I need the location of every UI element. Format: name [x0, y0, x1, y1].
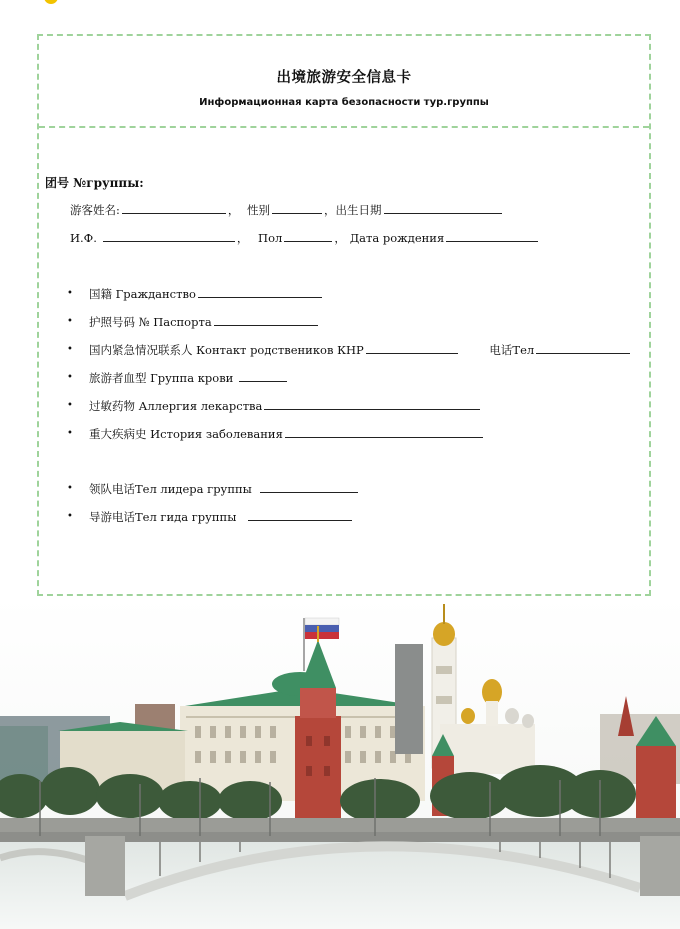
leader-phone-input[interactable] [260, 482, 358, 493]
field-passport [89, 314, 320, 330]
bullet: • [67, 372, 73, 383]
name-label-ru: И.Ф. [70, 231, 97, 245]
allergy-input[interactable] [264, 399, 480, 410]
card-subtitle: Информационная карта безопасности тур.группы [199, 97, 489, 108]
nationality-input[interactable] [198, 287, 322, 298]
tourist-row-cn [70, 202, 504, 218]
emergency-phone-input[interactable] [536, 343, 630, 354]
bullet: • [67, 288, 73, 299]
bullet: • [67, 400, 73, 411]
field-label: 国内紧急情况联系人 Контакт родствеников КНР [89, 343, 364, 357]
info-card [37, 34, 651, 596]
guide-phone-input[interactable] [248, 510, 352, 521]
field-nationality [89, 286, 324, 302]
separator: ， [334, 231, 346, 245]
bullet: • [67, 316, 73, 327]
separator: ， [227, 203, 240, 217]
blood-type-input[interactable] [239, 371, 287, 382]
bullet: • [67, 344, 73, 355]
field-label: 旅游者血型 Группа крови [89, 371, 234, 385]
birth-label-cn: 出生日期 [335, 203, 382, 217]
tourist-row-ru [70, 230, 540, 246]
field-blood-type [89, 370, 289, 386]
field-label: 重大疾病史 История заболевания [89, 427, 283, 441]
grey-tower [395, 644, 423, 754]
name-field-cn[interactable] [122, 203, 226, 214]
gender-label-cn: 性别 [247, 203, 271, 217]
bullet: • [67, 428, 73, 439]
emergency-contact-input[interactable] [366, 343, 458, 354]
name-label-cn: 游客姓名: [70, 203, 120, 217]
bullet: • [67, 511, 73, 522]
field-emergency-contact [89, 342, 632, 358]
group-number-label: 团号 №группы: [45, 176, 144, 190]
name-field-ru[interactable] [103, 231, 235, 242]
corner-decoration [44, 0, 58, 4]
birth-field-cn[interactable] [384, 203, 502, 214]
field-leader-phone [89, 481, 360, 497]
separator: ， [236, 231, 249, 245]
passport-input[interactable] [214, 315, 318, 326]
medical-history-input[interactable] [285, 427, 483, 438]
birth-field-ru[interactable] [446, 231, 538, 242]
phone-label: 电话Тел [489, 343, 535, 357]
header-divider [39, 126, 649, 128]
field-medical-history [89, 426, 485, 442]
separator: ， [324, 203, 336, 217]
field-label: 领队电话Тел лидера группы [89, 482, 252, 496]
bullet: • [67, 483, 73, 494]
field-label: 护照号码 № Паспорта [89, 315, 212, 329]
field-label: 过敏药物 Аллергия лекарства [89, 399, 263, 413]
gender-field-ru[interactable] [284, 231, 332, 242]
gender-field-cn[interactable] [272, 203, 322, 214]
gender-label-ru: Пол [258, 231, 283, 245]
field-label: 国籍 Гражданство [89, 287, 196, 301]
card-title: 出境旅游安全信息卡 [276, 70, 412, 86]
field-allergy [89, 398, 482, 414]
birth-label-ru: Дата рождения [349, 231, 445, 245]
kremlin-illustration [0, 596, 680, 929]
field-label: 导游电话Тел гида группы [89, 510, 237, 524]
field-guide-phone [89, 509, 354, 525]
